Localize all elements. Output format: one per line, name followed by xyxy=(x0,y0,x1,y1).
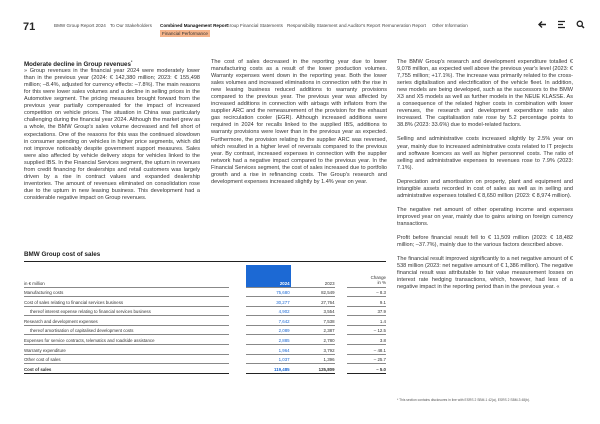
top-navigation xyxy=(54,23,474,31)
paragraph: Profit before financial result fell to € 11,509 million (2023: € 18,482 million; –37.7%), mainly due to the various factors described above. xyxy=(397,234,573,249)
paragraph: Selling and administrative costs increased slightly by 2.5% year on year, mainly due to increased administrative costs related to IT projects and software licences as well as higher personnel costs. The ratio of selling and administrative expenses to revenues rose to 7.9% (2023: 7.1%). xyxy=(397,136,573,171)
table-row: Manufacturing costs 75,680 82,549 – 8.3 xyxy=(24,287,386,297)
cost-of-sales-table xyxy=(24,265,386,374)
header-toolbar xyxy=(538,20,585,29)
table-row: Research and development expenses 7,642 7,538 1.4 xyxy=(24,316,386,326)
nav-to-our-stakeholders[interactable]: To Our Stakeholders xyxy=(110,23,152,28)
footnote: * This section contains disclosures in line with ESRS 2 SBM-1 42(a), ESRS 2 SBM-3 48(b). xyxy=(397,398,530,402)
column-rd-and-results xyxy=(397,59,573,298)
page-header xyxy=(0,0,600,44)
nav-group-report[interactable]: BMW Group Report 2024 xyxy=(54,23,106,28)
table-row: Cost of sales relating to financial services business 30,277 27,764 9.1 xyxy=(24,297,386,307)
search-icon[interactable] xyxy=(576,20,585,29)
section-title-revenues: Moderate decline in Group revenues* xyxy=(24,60,133,69)
header-change: Change in % xyxy=(347,265,386,287)
menu-icon[interactable] xyxy=(557,20,566,29)
sub-nav-financial-performance[interactable]: Financial Performance xyxy=(162,31,208,36)
paragraph: The financial result improved significantly to a net negative amount of € 538 million (2023: net negative amount of € 1,386 million). The negative financial result was attributable to fair value measurement losses on interest rate hedging transactions, which, however, had less of a negative impact in the reporting period than in the previous year. « xyxy=(397,256,573,291)
paragraph: The negative net amount of other operating income and expenses improved year on year, mainly due to gains arising on foreign currency transactions. xyxy=(397,206,573,227)
table-header-row xyxy=(24,265,386,287)
nav-group-financial-statements[interactable]: Group Financial Statements xyxy=(226,23,283,28)
table-row: Other cost of sales 1,037 1,396 – 25.7 xyxy=(24,354,386,364)
cost-of-sales-table-section xyxy=(24,251,386,372)
column-cost-of-sales-text xyxy=(211,59,387,193)
table-title: BMW Group cost of sales xyxy=(24,251,386,262)
nav-other-information[interactable]: Other Information xyxy=(432,23,468,28)
paragraph: Depreciation and amortisation on property, plant and equipment and intangible assets recorded in cost of sales as well as in selling and administrative expenses totalled € 8,650 million (2023: € 8,974 million). xyxy=(397,178,573,199)
table-total-row: Cost of sales 119,485 125,809 – 5.0 xyxy=(24,364,386,374)
paragraph: » Group revenues in the financial year 2024 were moderately lower than in the previous year (2024: € 142,380 million; 2023: € 155,498 million; –8.4%, adjusted for currency effects: –7.8%). The main reasons for this were lower sales volumes and a decline in selling prices in the Automotive segment. The pricing measures brought forward from the previous year partially compensated for the impact of increased competition on vehicle prices. The situation in China was particularly challenging during the financial year 2024. Although the market grew as a whole, the BMW Group's sales volume decreased and fell short of expectations. One of the reasons for this was the continued slowdown in consumer spending on vehicles in higher price segments, which did not improve noticeably despite government support measures. Sales were also affected by vehicle delivery stops for vehicles linked to the supplied IBS. In the Financial Services segment, the upturn in revenues from credit financing for dealerships and retail customers was largely driven by a rise in contract values and expanded dealership inventories. The amount of revenues eliminated on consolidation rose due to the upturn in new leasing business. This development had a considerable negative impact on Group revenues. xyxy=(24,68,200,201)
header-unit: in € million xyxy=(24,265,229,287)
table-row: thereof amortisation of capitalised development costs 2,089 2,387 – 12.5 xyxy=(24,325,386,335)
nav-remuneration-report[interactable]: Remuneration Report xyxy=(382,23,426,28)
page-number: 71 xyxy=(23,21,36,33)
table-row: thereof interest expense relating to financial services business 4,902 3,554 37.9 xyxy=(24,306,386,316)
paragraph: The BMW Group's research and development expenditure totalled € 9,078 million, as expected well above the previous year's level (2023: € 7,755 million; +17.1%). The increase was primarily related to the cross-series digitalisation and electrification of the vehicle fleet. In addition, new models are being developed, such as the successors to the BMW X3 and X5 models as well as further models in the NEUE KLASSE. As a consequence of the related higher costs in combination with lower revenues, the research and development expenditure ratio also increased. The capitalisation rate rose by 5.2 percentage points to 38.8% (2023: 33.6%) due to model-related factors. xyxy=(397,59,573,129)
header-2023: 2023 xyxy=(291,265,335,287)
nav-combined-management-report[interactable]: Combined Management Report xyxy=(160,23,228,28)
header-2024: 2024 xyxy=(246,265,291,287)
paragraph: The cost of sales decreased in the reporting year due to lower manufacturing costs as a result of the lower production volumes. Warranty expenses went down in the reporting year. Both the lower sales volumes and increased eliminations in connection with the rise in new leasing business reduced additions to warranty provisions compared to the previous year. The previous year was affected by increased additions in connection with airbags with inflators from the supplier ARC and the remeasurement of the provision for the exhaust gas recirculation cooler (EGR). Although increased additions were required in 2024 for recalls linked to the supplied IBS, additions to warranty provisions were lower than in the previous year as expected. Furthermore, the provision relating to the supplier ARC was reversed, which resulted in a higher level of reversals compared to the previous year. By contrast, increased expenses in connection with the supplier network had a negative impact compared to the previous year. In the Financial Services segment, the cost of sales increased due to portfolio growth and a rise in refinancing costs. The Group's research and development expenses increased slightly by 1.4% year on year. xyxy=(211,59,387,185)
table-row: Expenses for service contracts, telematics and roadside assistance 2,885 2,780 3.8 xyxy=(24,335,386,345)
column-revenues xyxy=(24,59,200,209)
table-row: Warranty expenditure 1,964 3,792 – 48.1 xyxy=(24,345,386,355)
nav-responsibility-statement[interactable]: Responsibility Statement and Auditor's Report xyxy=(287,23,381,28)
back-arrow-icon[interactable] xyxy=(538,20,547,29)
